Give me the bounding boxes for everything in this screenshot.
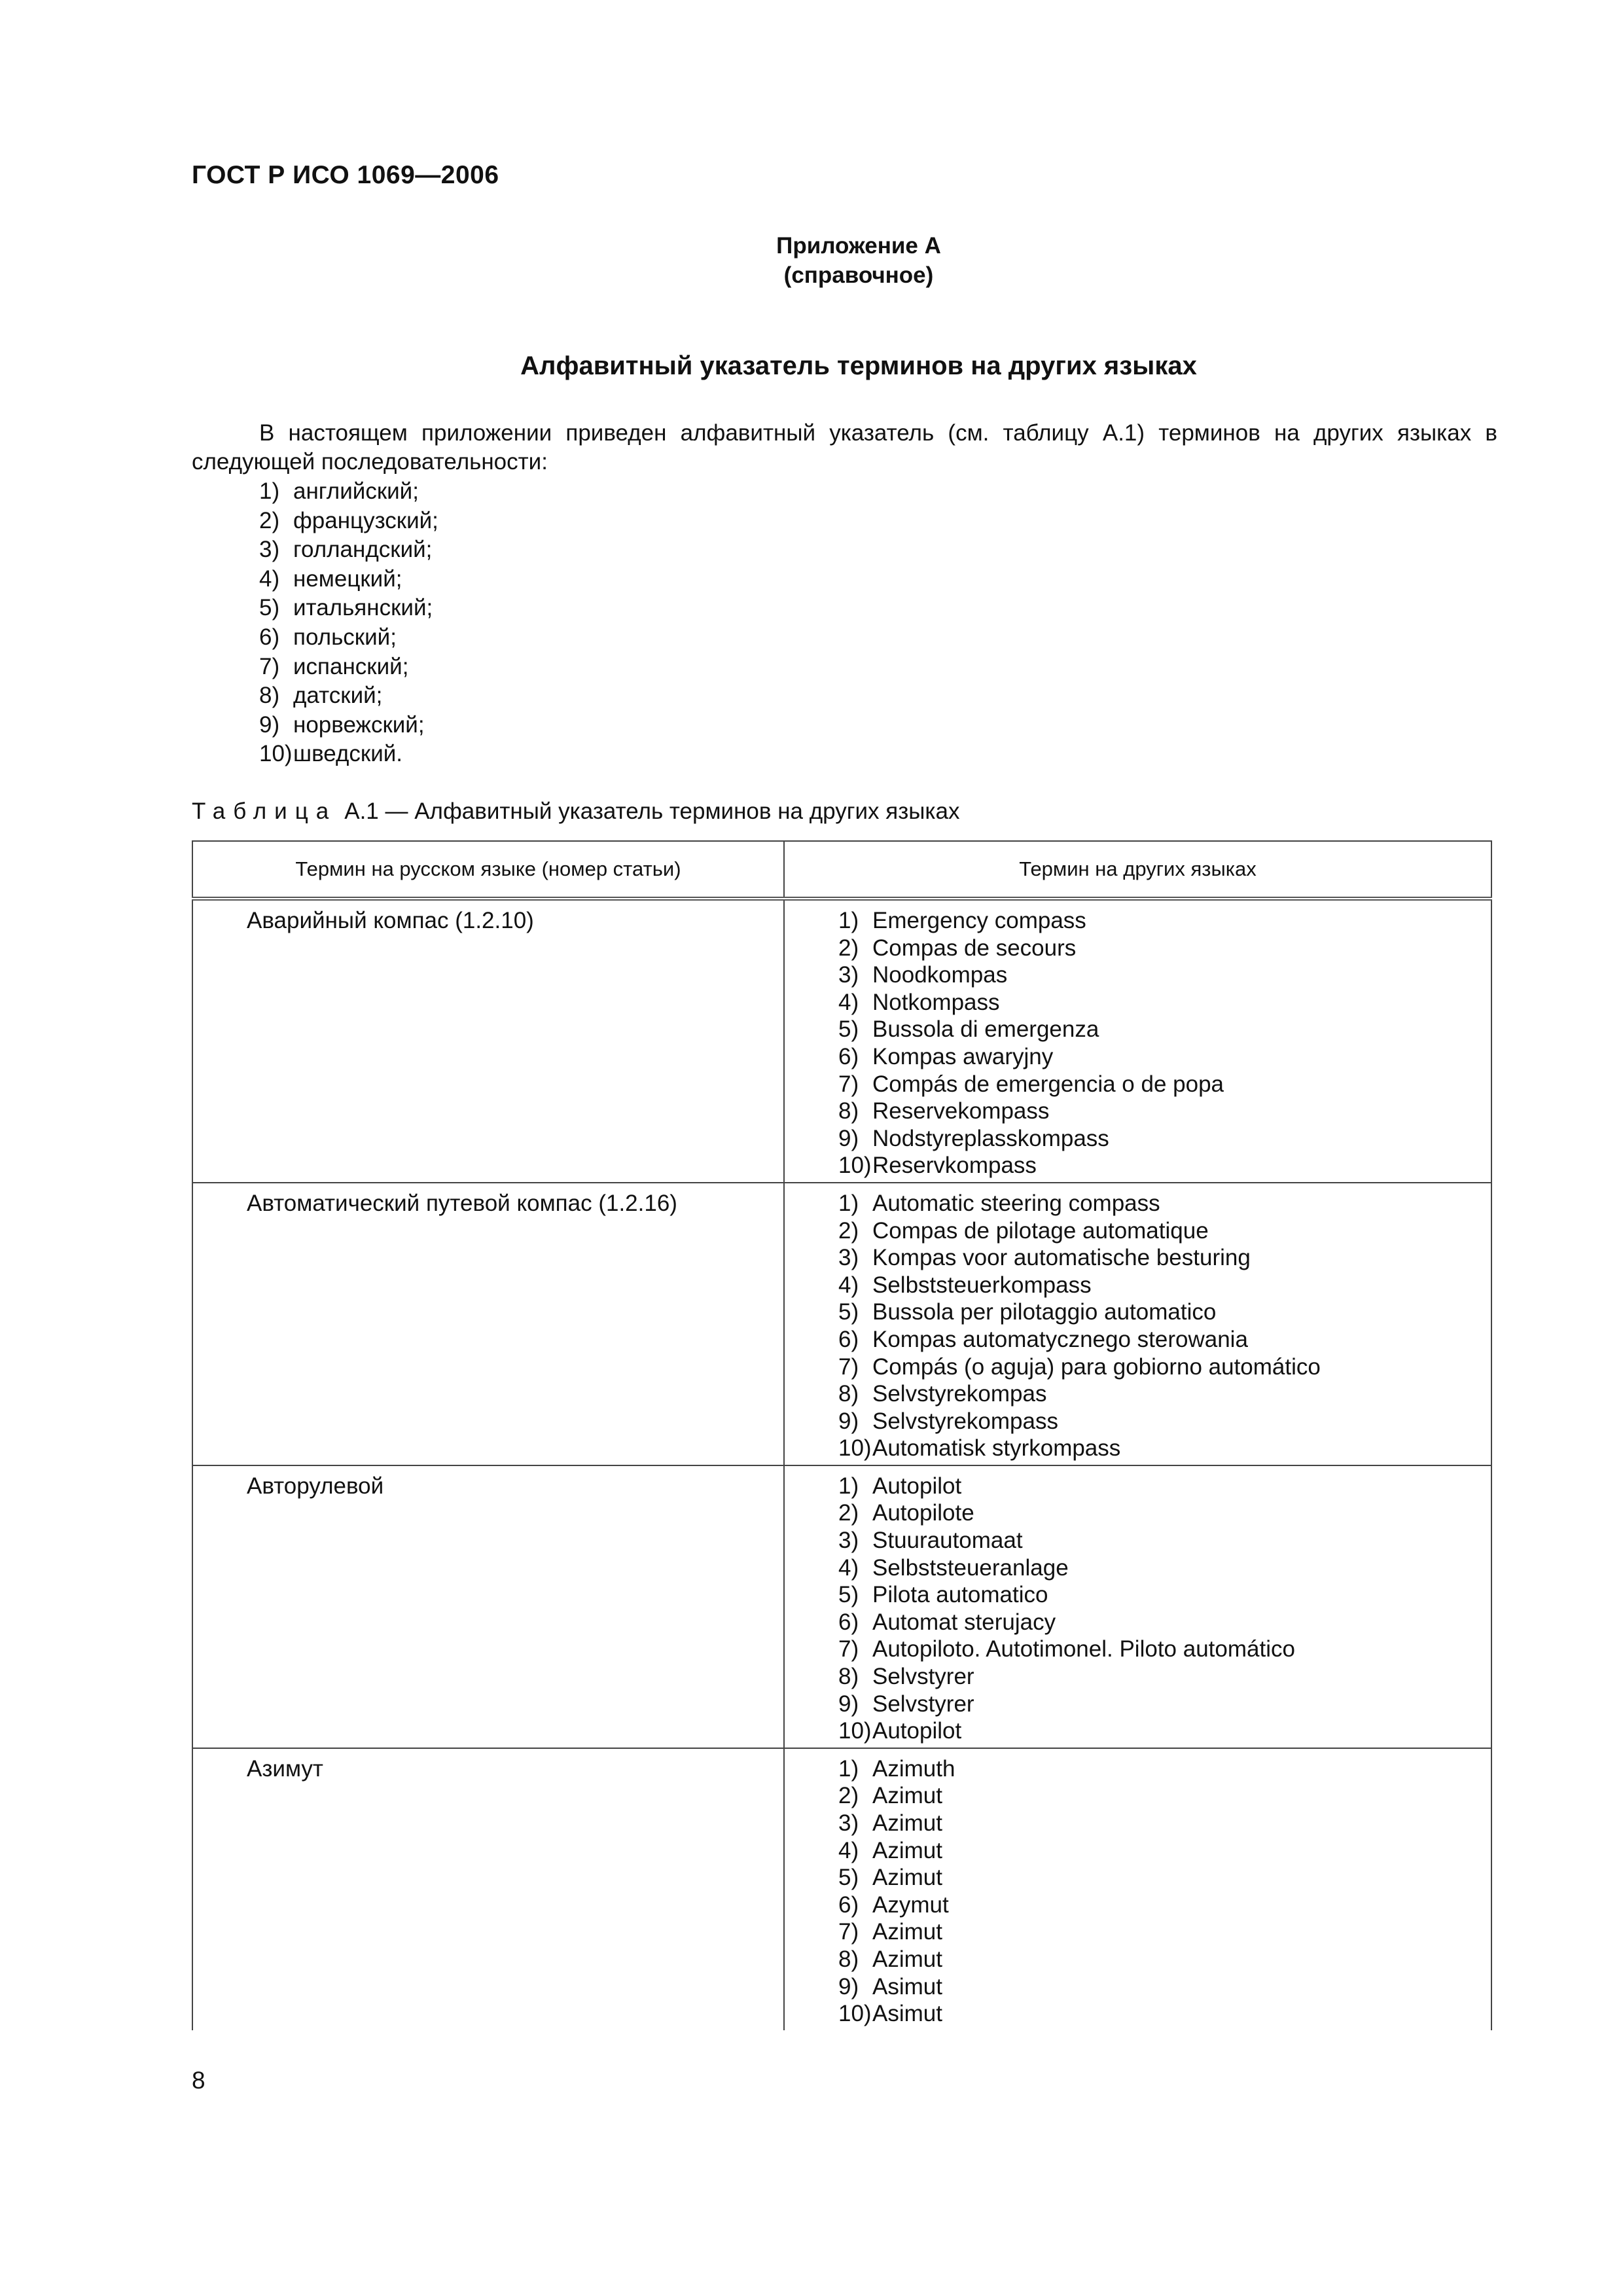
- list-item-label: норвежский;: [293, 711, 425, 738]
- list-item-number: 10): [259, 741, 293, 767]
- list-item: [838, 1717, 1491, 1745]
- list-item-label: французский;: [293, 507, 438, 533]
- term-number: 1): [838, 1190, 859, 1216]
- list-item: [838, 1043, 1491, 1071]
- foreign-term: Bussola di emergenza: [872, 1016, 1099, 1043]
- russian-term: Автоматический путевой компас (1.2.16): [247, 1190, 677, 1216]
- intro-paragraph: В настоящем приложении приведен алфавитный указатель (см. таблицу А.1) терминов на других языках в следующей последовательности:: [192, 420, 1497, 475]
- foreign-term: Nodstyreplasskompass: [872, 1125, 1109, 1151]
- list-item: [838, 1217, 1491, 1245]
- term-number: 2): [838, 1217, 859, 1244]
- list-item: [838, 1755, 1491, 1783]
- foreign-term: Kompas automatycznego sterowania: [872, 1326, 1248, 1352]
- list-item-label: итальянский;: [293, 595, 433, 621]
- list-item: [838, 1554, 1491, 1582]
- foreign-term: Compas de secours: [872, 935, 1077, 961]
- table-caption-text: А.1 — Алфавитный указатель терминов на других языках: [344, 798, 960, 824]
- foreign-terms-list: [785, 901, 1491, 1182]
- foreign-terms-cell: [784, 1183, 1491, 1465]
- list-item: [838, 1299, 1491, 1326]
- term-number: 5): [838, 1582, 859, 1608]
- foreign-terms-list: [785, 1749, 1491, 2030]
- list-item: [838, 1016, 1491, 1043]
- list-item: [838, 1609, 1491, 1636]
- annex-status: (справочное): [783, 262, 934, 288]
- list-item: [838, 2000, 1491, 2028]
- list-item-number: 7): [259, 653, 280, 679]
- foreign-term: Noodkompas: [872, 962, 1008, 988]
- list-item-number: 6): [259, 624, 280, 650]
- list-item: [259, 711, 438, 740]
- foreign-terms-cell: [784, 1748, 1491, 2030]
- document-header: ГОСТ Р ИСО 1069—2006: [192, 161, 499, 189]
- list-item: [838, 1636, 1491, 1663]
- list-item: [838, 935, 1491, 962]
- foreign-term: Azimut: [872, 1837, 942, 1863]
- list-item: [259, 507, 438, 536]
- list-item: [838, 1691, 1491, 1718]
- list-item-number: 3): [259, 537, 280, 563]
- foreign-term: Asimut: [872, 2001, 942, 2027]
- table-caption-label: Таблица: [192, 798, 337, 824]
- list-item: [838, 1663, 1491, 1691]
- foreign-term: Asimut: [872, 1973, 942, 2000]
- foreign-term: Automatisk styrkompass: [872, 1435, 1121, 1462]
- list-item: [259, 535, 438, 565]
- foreign-term: Azimut: [872, 1946, 942, 1972]
- list-item: [838, 1892, 1491, 1919]
- foreign-term: Azimuth: [872, 1755, 955, 1782]
- language-list: [259, 477, 438, 769]
- foreign-term: Azimut: [872, 1919, 942, 1945]
- term-number: 9): [838, 1691, 859, 1717]
- foreign-term: Selbststeueranlage: [872, 1554, 1069, 1581]
- foreign-term: Compas de pilotage automatique: [872, 1217, 1209, 1244]
- foreign-term: Kompas awaryjny: [872, 1043, 1054, 1069]
- term-number: 4): [838, 989, 859, 1015]
- list-item: [838, 1408, 1491, 1435]
- russian-term: Авторулевой: [247, 1473, 384, 1499]
- foreign-term: Azimut: [872, 1865, 942, 1891]
- term-number: 8): [838, 1664, 859, 1690]
- term-number: 3): [838, 1245, 859, 1271]
- list-item-number: 5): [259, 595, 280, 621]
- list-item: [259, 594, 438, 623]
- term-number: 2): [838, 1783, 859, 1809]
- list-item: [259, 740, 438, 769]
- list-item: [259, 477, 438, 507]
- table-row: [192, 1183, 1491, 1465]
- list-item-number: 8): [259, 683, 280, 709]
- list-item: [838, 1581, 1491, 1609]
- term-number: 7): [838, 1636, 859, 1662]
- term-number: 2): [838, 935, 859, 961]
- foreign-term: Azimut: [872, 1810, 942, 1836]
- list-item: [838, 1190, 1491, 1217]
- russian-term-cell: [192, 1183, 784, 1465]
- term-number: 7): [838, 1071, 859, 1097]
- table-row: [192, 1748, 1491, 2030]
- term-number: 7): [838, 1354, 859, 1380]
- term-number: 9): [838, 1973, 859, 2000]
- table-caption: [192, 797, 959, 826]
- list-item: [259, 623, 438, 653]
- list-item: [838, 1499, 1491, 1527]
- foreign-term: Autopilot: [872, 1718, 962, 1744]
- foreign-term: Selvstyrer: [872, 1664, 974, 1690]
- foreign-term: Azimut: [872, 1783, 942, 1809]
- term-number: 5): [838, 1865, 859, 1891]
- term-number: 5): [838, 1299, 859, 1325]
- list-item-label: голландский;: [293, 537, 433, 563]
- list-item-number: 1): [259, 478, 280, 504]
- list-item-label: датский;: [293, 683, 383, 709]
- foreign-term: Bussola per pilotaggio automatico: [872, 1299, 1217, 1325]
- foreign-term: Emergency compass: [872, 908, 1086, 933]
- term-number: 8): [838, 1098, 859, 1124]
- list-item: [838, 1380, 1491, 1408]
- list-item-label: немецкий;: [293, 565, 402, 592]
- list-item: [838, 1918, 1491, 1946]
- russian-term-cell: [192, 1465, 784, 1748]
- foreign-term: Selvstyrekompas: [872, 1381, 1047, 1407]
- list-item: [838, 1946, 1491, 1973]
- term-number: 6): [838, 1892, 859, 1918]
- term-number: 6): [838, 1609, 859, 1635]
- russian-term-cell: [192, 899, 784, 1183]
- term-number: 8): [838, 1381, 859, 1407]
- foreign-term: Reservkompass: [872, 1153, 1037, 1179]
- foreign-term: Selbststeuerkompass: [872, 1272, 1092, 1298]
- foreign-term: Automatic steering compass: [872, 1190, 1160, 1216]
- term-number: 6): [838, 1043, 859, 1069]
- terms-table: [192, 840, 1492, 2030]
- list-item: [838, 907, 1491, 935]
- list-item: [838, 1837, 1491, 1865]
- list-item: [838, 1071, 1491, 1098]
- term-number: 9): [838, 1125, 859, 1151]
- term-number: 10): [838, 1718, 872, 1744]
- list-item: [838, 1244, 1491, 1272]
- term-number: 8): [838, 1946, 859, 1972]
- foreign-term: Autopiloto. Autotimonel. Piloto automático: [872, 1636, 1295, 1662]
- list-item: [838, 1973, 1491, 2001]
- list-item: [259, 653, 438, 682]
- table-row: [192, 1465, 1491, 1748]
- list-item-label: шведский.: [293, 741, 403, 767]
- foreign-terms-list: [785, 1466, 1491, 1748]
- list-item: [838, 1272, 1491, 1299]
- list-item: [838, 1354, 1491, 1381]
- list-item: [838, 1152, 1491, 1179]
- list-item: [838, 961, 1491, 989]
- term-number: 4): [838, 1837, 859, 1863]
- term-number: 7): [838, 1919, 859, 1945]
- list-item: [838, 989, 1491, 1016]
- russian-term-cell: [192, 1748, 784, 2030]
- term-number: 10): [838, 1153, 872, 1179]
- list-item-number: 2): [259, 507, 280, 533]
- foreign-term: Selvstyrekompass: [872, 1408, 1058, 1434]
- list-item: [838, 1782, 1491, 1810]
- list-item-number: 9): [259, 711, 280, 738]
- foreign-term: Compás (o aguja) para gobiorno automático: [872, 1354, 1321, 1380]
- list-item: [259, 565, 438, 594]
- table-header-row: [192, 841, 1491, 899]
- foreign-term: Autopilote: [872, 1500, 974, 1526]
- term-number: 3): [838, 1810, 859, 1836]
- russian-term: Аварийный компас (1.2.10): [247, 908, 534, 933]
- foreign-terms-cell: [784, 899, 1491, 1183]
- table-row: [192, 899, 1491, 1183]
- foreign-term: Autopilot: [872, 1473, 962, 1499]
- term-number: 1): [838, 908, 859, 933]
- term-number: 4): [838, 1272, 859, 1298]
- annex-title: Приложение А: [776, 233, 941, 259]
- term-number: 4): [838, 1554, 859, 1581]
- foreign-term: Reservekompass: [872, 1098, 1050, 1124]
- term-number: 1): [838, 1755, 859, 1782]
- term-number: 6): [838, 1326, 859, 1352]
- term-number: 10): [838, 1435, 872, 1462]
- page-number: 8: [192, 2067, 205, 2094]
- column-header-foreign: Термин на других языках: [784, 841, 1491, 899]
- list-item: [838, 1864, 1491, 1892]
- section-title: Алфавитный указатель терминов на других языках: [520, 351, 1197, 380]
- list-item-number: 4): [259, 565, 280, 592]
- term-number: 5): [838, 1016, 859, 1043]
- list-item: [838, 1326, 1491, 1354]
- russian-term: Азимут: [247, 1755, 323, 1782]
- foreign-term: Automat sterujacy: [872, 1609, 1056, 1635]
- list-item-label: польский;: [293, 624, 397, 650]
- foreign-terms-list: [785, 1183, 1491, 1465]
- foreign-term: Compás de emergencia o de popa: [872, 1071, 1224, 1097]
- list-item: [838, 1435, 1491, 1462]
- term-number: 3): [838, 962, 859, 988]
- term-number: 10): [838, 2001, 872, 2027]
- term-number: 3): [838, 1528, 859, 1554]
- foreign-term: Selvstyrer: [872, 1691, 974, 1717]
- foreign-term: Azymut: [872, 1892, 949, 1918]
- list-item: [838, 1527, 1491, 1554]
- list-item: [838, 1125, 1491, 1153]
- list-item: [259, 681, 438, 711]
- list-item: [838, 1810, 1491, 1837]
- term-number: 9): [838, 1408, 859, 1434]
- list-item-label: испанский;: [293, 653, 409, 679]
- foreign-term: Notkompass: [872, 989, 1000, 1015]
- column-header-russian: Термин на русском языке (номер статьи): [192, 841, 784, 899]
- term-number: 1): [838, 1473, 859, 1499]
- list-item: [838, 1098, 1491, 1125]
- foreign-term: Stuurautomaat: [872, 1528, 1023, 1554]
- list-item-label: английский;: [293, 478, 419, 504]
- foreign-terms-cell: [784, 1465, 1491, 1748]
- list-item: [838, 1473, 1491, 1500]
- foreign-term: Kompas voor automatische besturing: [872, 1245, 1251, 1271]
- term-number: 2): [838, 1500, 859, 1526]
- foreign-term: Pilota automatico: [872, 1582, 1048, 1608]
